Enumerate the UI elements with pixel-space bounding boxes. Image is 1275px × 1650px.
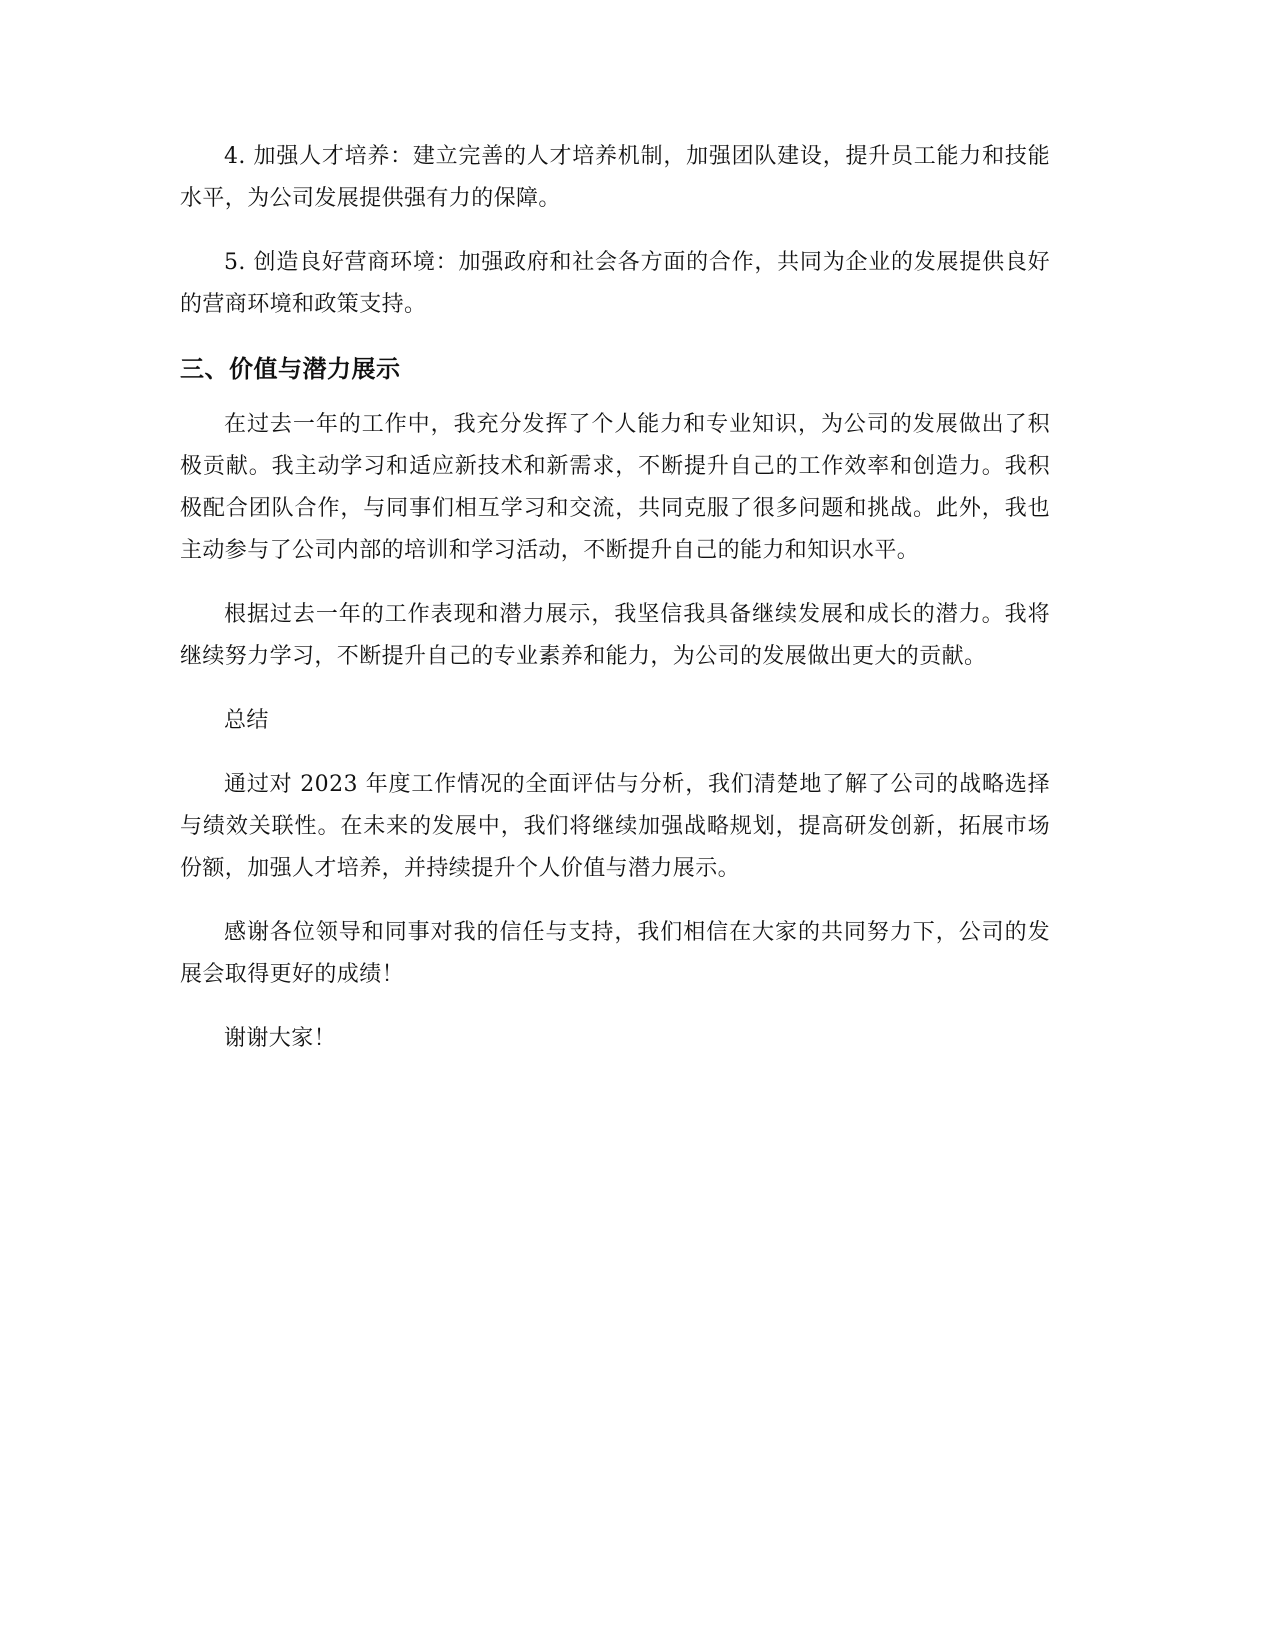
paragraph-talent-training: 4. 加强人才培养：建立完善的人才培养机制，加强团队建设，提升员工能力和技能水平，为公司发展提供强有力的保障。 <box>180 144 1050 211</box>
section-heading: 三、价值与潜力展示 <box>180 355 401 383</box>
paragraph-summary: 通过对 2023 年度工作情况的全面评估与分析，我们清楚地了解了公司的战略选择与绩效关联性。在未来的发展中，我们将继续加强战略规划，提高研发创新，拓展市场份额，加强人才培养，并持续提升个人价值与潜力展示。 <box>180 772 1050 881</box>
paragraph-potential: 根据过去一年的工作表现和潜力展示，我坚信我具备继续发展和成长的潜力。我将继续努力学习，不断提升自己的专业素养和能力，为公司的发展做出更大的贡献。 <box>180 602 1050 669</box>
paragraph-thanks-support: 感谢各位领导和同事对我的信任与支持，我们相信在大家的共同努力下，公司的发展会取得更好的成绩！ <box>180 920 1050 987</box>
paragraph-summary-label: 总结 <box>224 708 269 733</box>
document-page <box>180 136 1050 1082</box>
paragraph-closing: 谢谢大家！ <box>224 1026 337 1051</box>
paragraph-past-year-work: 在过去一年的工作中，我充分发挥了个人能力和专业知识，为公司的发展做出了积极贡献。我主动学习和适应新技术和新需求，不断提升自己的工作效率和创造力。我积极配合团队合作，与同事们相互学习和交流，共同克服了很多问题和挑战。此外，我也主动参与了公司内部的培训和学习活动，不断提升自己的能力和知识水平。 <box>180 412 1050 563</box>
paragraph-business-environment: 5. 创造良好营商环境：加强政府和社会各方面的合作，共同为企业的发展提供良好的营商环境和政策支持。 <box>180 250 1050 317</box>
